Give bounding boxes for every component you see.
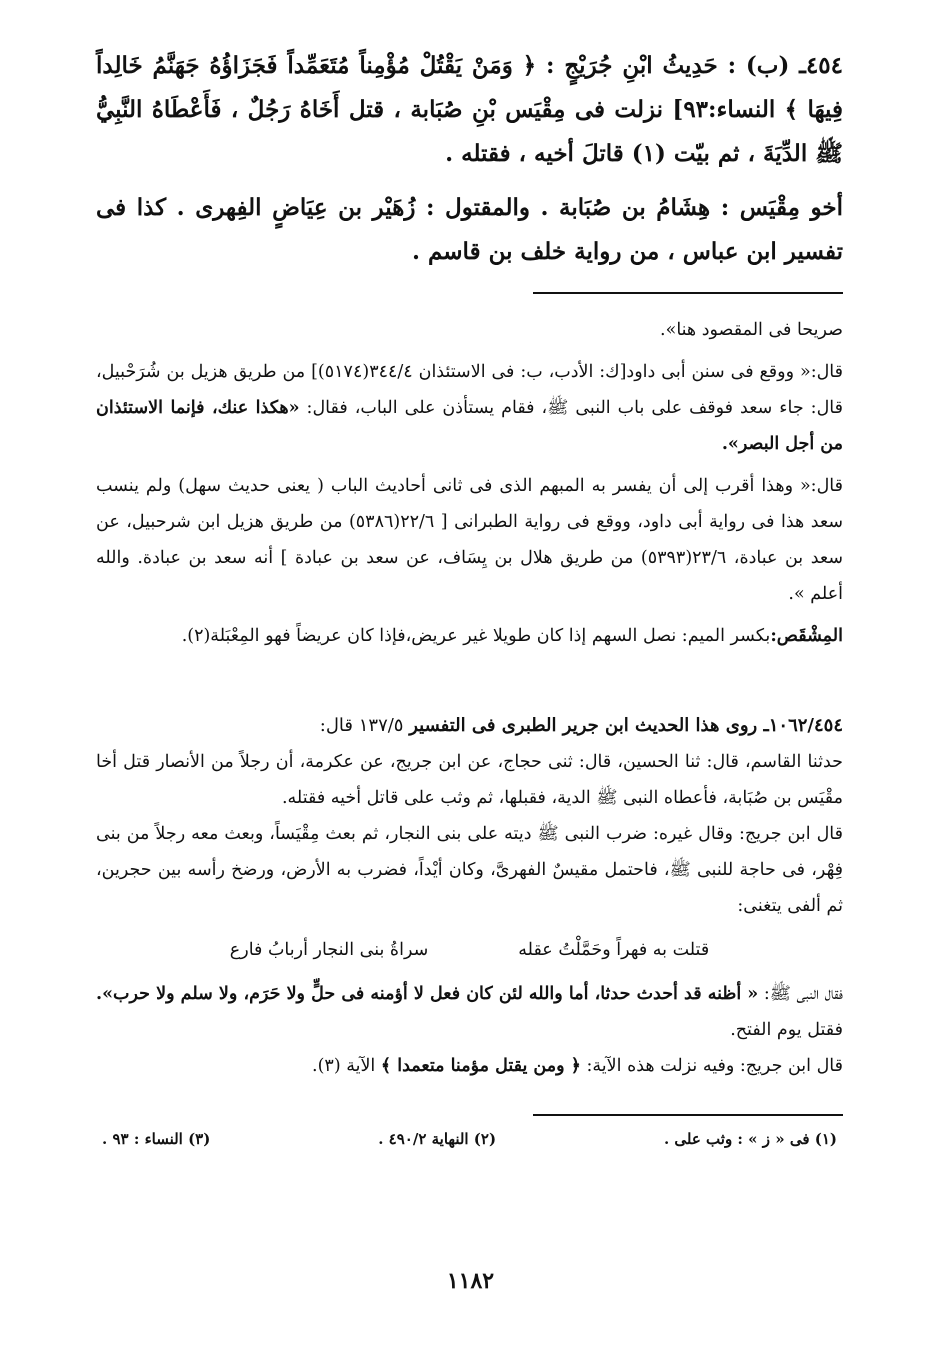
footnote-divider [533,1114,843,1116]
hadith-paragraph-3 [96,976,843,1048]
commentary-section [96,312,843,654]
spacer [96,660,843,708]
main-paragraph-2: أخو مِقْيَس : هِشَامُ بن صُبَابة . والمقتول : زُهَيْر بن عِيَاضٍ الفِهرى . كذا فى تفسير ابن عباس ، من رواية خلف بن قاسم . [96,194,843,265]
hadith-heading-bold: ١٠٦٢/٤٥٤ـ روى هذا الحديث ابن جرير الطبرى فى التفسير [409,715,843,736]
hadith-heading-ref: ١٣٧/٥ قال: [319,715,404,736]
commentary-paragraph-4 [96,618,843,654]
hadith-p4-prefix: قال ابن جريج: وفيه نزلت هذه الآية: [586,1056,843,1076]
commentary-paragraph-3: قال:« وهذا أقرب إلى أن يفسر به المبهم الذى فى ثانى أحاديث الباب ( يعنى حديث سهل) ولم ينسب سعد هذا فى رواية أبى داود، ووقع فى رواية الطبرانى [ ٢٢/٦(٥٣٨٦) من طريق هزيل ابن شرحبيل، عن سعد بن عبادة، ٢٣/٦(٥٣٩٣) من طريق هلال بن يِسَاف، عن سعد بن عبادة ] أنه سعد بن عبادة. والله أعلم ». [96,476,844,604]
hadith-p4-rest: الآية (٣). [312,1056,376,1076]
verse-second-hemistich: سراةُ بنى النجار أربابُ فارع [229,940,429,960]
footnote-2: (٢) النهاية ٤٩٠/٢ . [378,1130,497,1148]
term-mishqas: المِشْقَص: [770,626,843,646]
main-text [96,44,843,274]
term-definition: بكسر الميم: نصل السهم إذا كان طويلا غير عريض،فإذا كان عريضاً فهو المِعْبَلة(٢). [181,626,771,646]
hadith-p3-quote: « أظنه قد أحدث حدثا، أما والله لئن كان فعل لا أؤمنه فى حلٍّ ولا حَرَم، ولا سلم ولا حرب». [96,984,759,1004]
commentary-paragraph-2 [96,354,843,462]
page-number: ١١٨٢ [446,1268,495,1294]
hadith-p3-rest: فقتل يوم الفتح. [730,1020,843,1040]
section-divider [533,292,843,294]
hadith-paragraph-2: قال ابن جريج: وقال غيره: ضرب النبى ﷺ ديته على بنى النجار، ثم بعث مِقْيَساً، وبعث معه رجلاً من بنى فِهْر، فى حاجة للنبى ﷺ، فاحتمل مقيسٌ الفهرىَّ، وكان أيْداً، فضرب به الأرض، ورضخ رأسه بين حجرين، ثم ألفى يتغنى: [96,824,843,916]
hadith-p4-verse: ﴿ ومن يقتل مؤمنا متعمدا ﴾ [380,1056,581,1076]
footnotes [96,1126,843,1152]
commentary-p2-quote: «هكذا عنك، فإنما الاستئذان من أجل البصر». [96,398,843,454]
hadith-body [96,744,843,1084]
main-paragraph-1: ٤٥٤ـ (ب) : حَدِيثُ ابْنِ جُرَيْجٍ : ﴿ وَمَنْ يَقْتُلْ مُؤْمِناً مُتَعَمِّداً فَجَزَاؤُهُ جَهَنَّمُ خَالِداً فِيهَا ﴾ النساء:٩٣] نزلت فى مِقْيَس بْنِ صُبَابة ، قتل أَخَاهُ رَجُلٌ ، فَأَعْطَاهُ النَّبِيُّ ﷺ الدِّيَةَ ، ثم بيّت (١) قاتلَ أخيه ، فقتله . [96,52,843,167]
hadith-paragraph-1: حدثنا القاسم، قال: ثنا الحسين، قال: ثنى حجاج، عن ابن جريج، عن عكرمة، أن رجلاً من الأنصار قتل أخا مقْيَس بن صُبَابة، فأعطاه النبى ﷺ الدية، فقبلها، ثم وثب على قاتل أخيه فقتله. [96,752,843,808]
footnote-1: (١) فى « ز » : وثب على . [663,1130,837,1148]
hadith-p3-prefix: فقال النبى ﷺ: [763,984,843,1004]
hadith-heading [96,708,843,744]
poem-verse [96,932,843,968]
hadith-paragraph-4 [96,1048,843,1084]
commentary-line-1: صريحا فى المقصود هنا». [660,320,843,340]
footnote-3: (٣) النساء : ٩٣ . [102,1130,211,1148]
verse-first-hemistich: قتلت به فهراً وحَمَّلْتُ عقله [518,940,710,960]
commentary-p2-text: قال:« ووقع فى سنن أبى داود[ك: الأدب، ب: فى الاستئذان ٣٤٤/٤(٥١٧٤)] من طريق هزيل بن شُرَحْبيل، قال: جاء سعد فوقف على باب النبى ﷺ، فقام يستأذن على الباب، فقال: [96,362,843,418]
